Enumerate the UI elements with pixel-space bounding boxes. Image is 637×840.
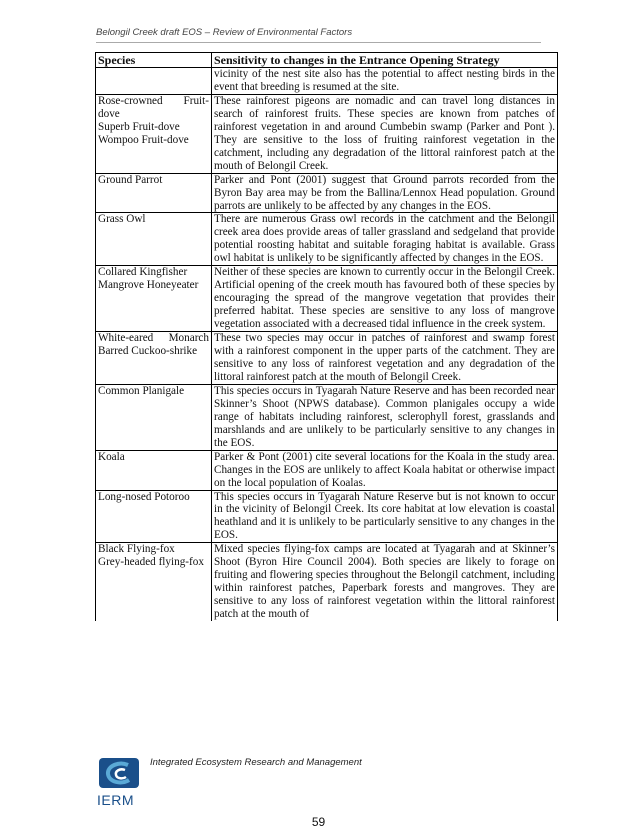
species-cell	[96, 543, 212, 621]
table-row	[96, 68, 558, 95]
table-row	[96, 266, 558, 332]
column-header-sensitivity: Sensitivity to changes in the Entrance Opening Strategy	[212, 53, 558, 68]
sensitivity-cell: vicinity of the nest site also has the potential to affect nesting birds in the event that breeding is resumed at the site.	[212, 68, 558, 95]
ierm-logo	[97, 758, 142, 818]
species-name: Wompoo Fruit-dove	[98, 133, 189, 146]
species-name: Grey-headed flying-fox	[98, 556, 204, 569]
species-name: Koala	[98, 450, 125, 463]
species-cell	[96, 94, 212, 173]
column-header-species: Species	[96, 53, 212, 68]
species-name: Superb Fruit-dove	[98, 120, 180, 133]
species-cell	[96, 450, 212, 490]
species-name: Ground Parrot	[98, 173, 163, 186]
sensitivity-cell: These rainforest pigeons are nomadic and can travel long distances in search of rainforest fruits. These species are known from patches of rainforest vegetation in and around Cumbebin swamp (Parker and Pont ). They are sensitive to the loss of fruiting rainforest vegetation in the catchment, including any degradation of the littoral rainforest patch at the mouth of Belongil Creek.	[212, 94, 558, 173]
species-name: Black Flying-fox	[98, 543, 175, 556]
ierm-logo-text: IERM	[97, 792, 134, 808]
table-row	[96, 543, 558, 621]
table-row	[96, 450, 558, 490]
page-header: Belongil Creek draft EOS – Review of Environmental Factors	[96, 27, 541, 43]
species-name: White-eared Monarch Barred Cuckoo-shrike	[98, 332, 209, 358]
sensitivity-cell: Parker and Pont (2001) suggest that Ground parrots recorded from the Byron Bay area may be from the Ballina/Lennox Head population. Ground parrots are unlikely to be affected by any changes in the EOS.	[212, 173, 558, 213]
sensitivity-cell: There are numerous Grass owl records in the catchment and the Belongil creek area does provide areas of taller grassland and sedgeland that provide potential roosting habitat and suitable foraging habitat is available. Grass owl habitat is unlikely to be significantly affected by changes in the EOS.	[212, 213, 558, 266]
species-cell	[96, 266, 212, 332]
species-cell	[96, 213, 212, 266]
species-cell	[96, 384, 212, 450]
species-cell	[96, 490, 212, 543]
sensitivity-cell: These two species may occur in patches of rainforest and swamp forest with a rainforest component in the upper parts of the catchment. They are sensitive to any loss of rainforest vegetation and any degradation of the littoral rainforest patch at the mouth of Belongil Creek.	[212, 332, 558, 385]
species-name: Long-nosed Potoroo	[98, 490, 190, 503]
species-cell	[96, 173, 212, 213]
sensitivity-cell: Parker & Pont (2001) cite several locations for the Koala in the study area. Changes in the EOS are unlikely to affect Koala habitat or otherwise impact on the local population of Koalas.	[212, 450, 558, 490]
sensitivity-cell: This species occurs in Tyagarah Nature Reserve but is not known to occur in the vicinity of Belongil Creek. Its core habitat at low elevation is coastal heathland and it is unlikely to be particularly sensitive to any changes in the EOS.	[212, 490, 558, 543]
ierm-logo-icon	[99, 758, 139, 788]
species-cell	[96, 68, 212, 95]
species-name: Rose-crowned Fruit-dove	[98, 94, 209, 120]
footer-organisation: Integrated Ecosystem Research and Management	[150, 757, 362, 768]
table-row	[96, 173, 558, 213]
sensitivity-cell: Neither of these species are known to currently occur in the Belongil Creek. Artificial opening of the creek mouth has favoured both of these species by encouraging the spread of the mangrove vegetation that provides their preferred habitat. These species are sensitive to any loss of mangrove vegetation associated with a decreased tidal influence in the creek system.	[212, 266, 558, 332]
species-name: Grass Owl	[98, 213, 146, 226]
species-cell	[96, 332, 212, 385]
table-row	[96, 213, 558, 266]
sensitivity-cell: Mixed species flying-fox camps are located at Tyagarah and at Skinner’s Shoot (Byron Hire Council 2004). Both species are likely to forage on fruiting and flowering species throughout the Belongil catchment, including within rainforest patches, Paperbark forests and mangroves. They are sensitive to any loss of rainforest vegetation within the littoral rainforest patch at the mouth of	[212, 543, 558, 621]
species-name: Mangrove Honeyeater	[98, 279, 199, 292]
table-row	[96, 490, 558, 543]
page-number: 59	[311, 815, 326, 829]
species-sensitivity-table	[95, 52, 558, 621]
species-name: Collared Kingfisher	[98, 266, 188, 279]
table-row	[96, 94, 558, 173]
table-header-row	[96, 53, 558, 68]
sensitivity-cell: This species occurs in Tyagarah Nature Reserve and has been recorded near Skinner’s Shoot (NPWS database). Common planigales occupy a wide range of habitats including rainforest, sclerophyll forest, grasslands and marshlands and are unlikely to be particularly sensitive to any changes in the EOS.	[212, 384, 558, 450]
table-row	[96, 332, 558, 385]
species-name: Common Planigale	[98, 384, 185, 397]
table-row	[96, 384, 558, 450]
